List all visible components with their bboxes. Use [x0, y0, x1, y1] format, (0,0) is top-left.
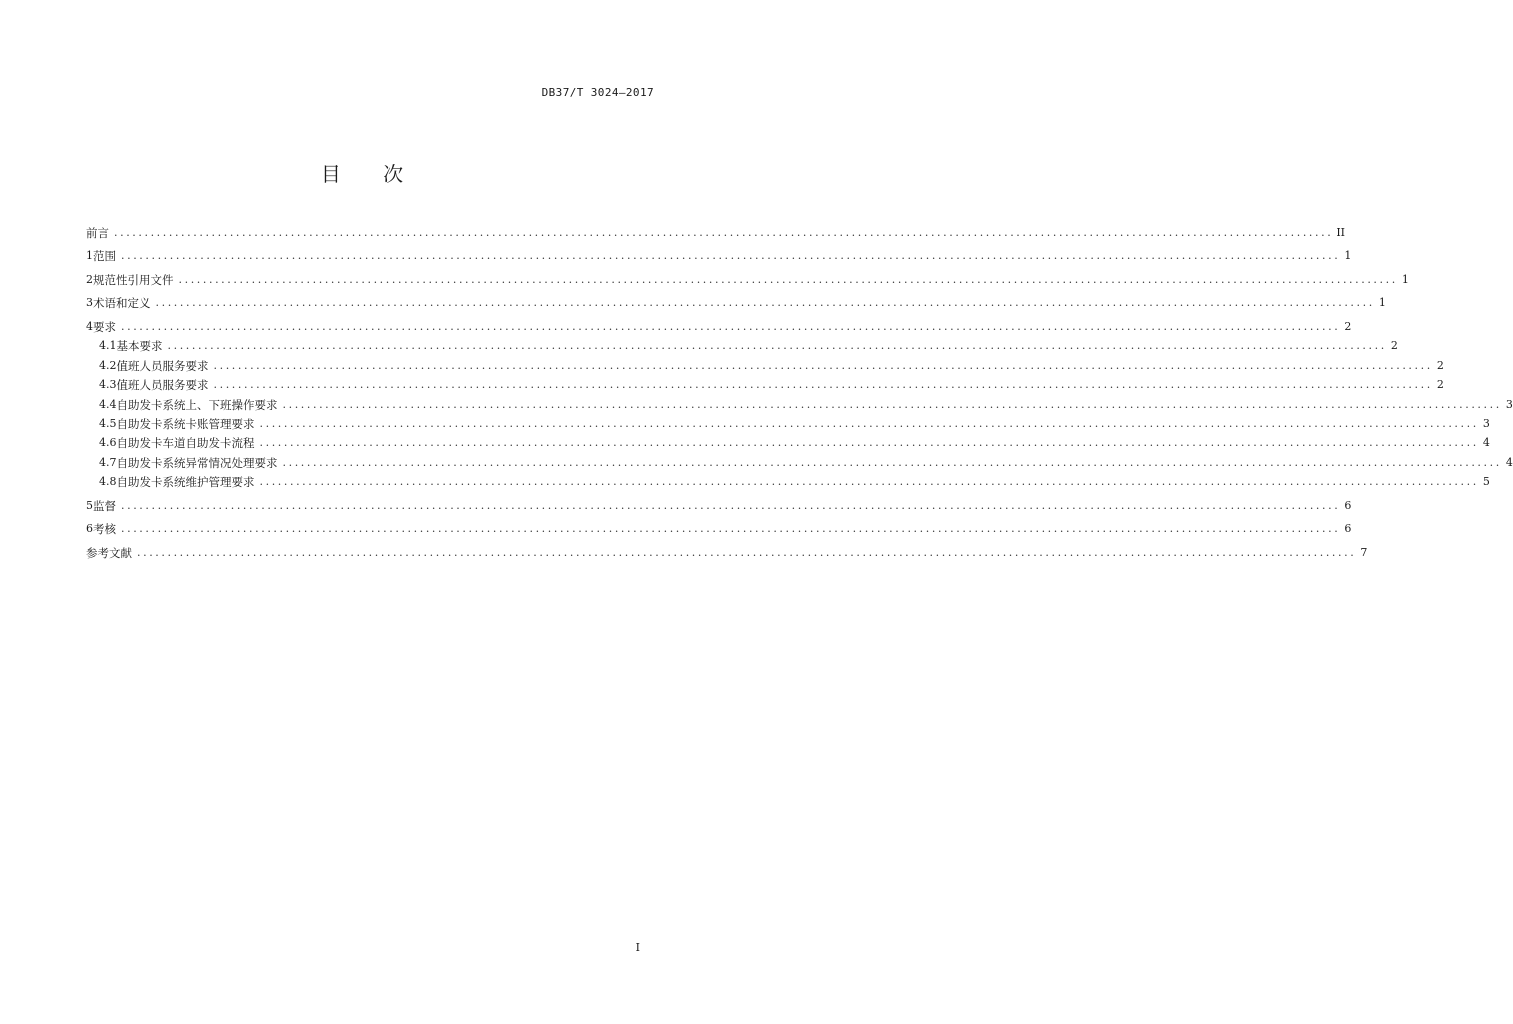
toc-entry-page: 2	[1436, 358, 1444, 372]
toc-entry[interactable]	[86, 536, 1368, 560]
toc-leader-dots: ........................................................................................................................................................................................................	[121, 498, 1341, 512]
toc-leader-dots: ........................................................................................................................................................................................................	[259, 475, 1479, 489]
toc-entry-page: 1	[1344, 249, 1352, 263]
toc-leader-dots: ........................................................................................................................................................................................................	[259, 436, 1479, 450]
toc-entry-number: 5	[86, 498, 93, 512]
toc-entry[interactable]	[86, 373, 1444, 393]
toc-entry-label: 自助发卡系统维护管理要求	[116, 475, 255, 490]
page-number: I	[635, 941, 640, 954]
toc-entry[interactable]	[86, 263, 1409, 287]
toc-entry-page: 2	[1390, 339, 1398, 353]
toc-leader-dots: ........................................................................................................................................................................................................	[282, 455, 1502, 469]
toc-entry-number: 6	[86, 522, 93, 536]
toc-entry[interactable]	[86, 240, 1352, 264]
toc-entry-label: 规范性引用文件	[93, 272, 174, 287]
toc-entry-page: 2	[1436, 378, 1444, 392]
toc-leader-dots: ........................................................................................................................................................................................................	[178, 272, 1398, 286]
toc-entry-number: 4.2	[99, 358, 117, 372]
toc-entry[interactable]	[86, 470, 1490, 490]
toc-entry-label: 自助发卡系统异常情况处理要求	[116, 455, 278, 470]
toc-entry-label: 要求	[93, 319, 116, 334]
toc-leader-dots: ........................................................................................................................................................................................................	[121, 249, 1341, 263]
toc-entry-page: 4	[1482, 436, 1490, 450]
toc-entry[interactable]	[86, 310, 1352, 334]
toc-entry-number: 4	[86, 319, 93, 333]
toc-entry[interactable]	[86, 392, 1513, 412]
toc-entry[interactable]	[86, 334, 1398, 354]
toc-leader-dots: ........................................................................................................................................................................................................	[121, 319, 1341, 333]
toc-entry-label: 范围	[93, 249, 116, 264]
toc-entry-number: 4.3	[99, 378, 117, 392]
toc-entry-number: 4.5	[99, 416, 117, 430]
toc-entry-label: 值班人员服务要求	[116, 358, 209, 373]
toc-entry-number: 4.8	[99, 475, 117, 489]
toc-leader-dots: ........................................................................................................................................................................................................	[213, 358, 1433, 372]
toc-entry-number: 4.4	[99, 397, 117, 411]
toc-leader-dots: ........................................................................................................................................................................................................	[137, 545, 1357, 559]
toc-entry-page: 2	[1344, 319, 1352, 333]
toc-entry-number: 2	[86, 272, 93, 286]
toc-entry[interactable]	[86, 353, 1444, 373]
toc-entry-label: 基本要求	[116, 339, 163, 354]
toc-entry[interactable]	[86, 216, 1346, 240]
toc-entry-page: 3	[1505, 397, 1513, 411]
toc-entry-label: 自助发卡系统卡账管理要求	[116, 416, 255, 431]
toc-entry-page: 6	[1344, 498, 1352, 512]
toc-entry-page: 1	[1401, 272, 1409, 286]
toc-entry-number: 4.6	[99, 436, 117, 450]
toc-entry-label: 监督	[93, 498, 116, 513]
page-title: 目 次	[320, 162, 422, 186]
toc-entry-page: II	[1336, 225, 1346, 239]
toc-entry[interactable]	[86, 489, 1352, 513]
toc-entry-page: 4	[1505, 455, 1513, 469]
toc-entry-number: 4.7	[99, 455, 117, 469]
toc-entry-label: 值班人员服务要求	[116, 378, 209, 393]
toc-entry[interactable]	[86, 412, 1490, 431]
toc-leader-dots: ........................................................................................................................................................................................................	[114, 225, 1334, 239]
standard-code: DB37/T 3024—2017	[541, 86, 654, 99]
toc-entry-label: 自助发卡车道自助发卡流程	[116, 436, 255, 451]
toc-entry-page: 5	[1482, 475, 1490, 489]
toc-entry-number: 1	[86, 249, 93, 263]
toc-entry-number: 3	[86, 296, 93, 310]
toc-entry-number: 4.1	[99, 339, 117, 353]
toc-entry-label: 自助发卡系统上、下班操作要求	[116, 397, 278, 412]
toc-entry[interactable]	[86, 287, 1386, 311]
toc-leader-dots: ........................................................................................................................................................................................................	[259, 416, 1479, 430]
toc-entry-page: 6	[1344, 522, 1352, 536]
toc-leader-dots: ........................................................................................................................................................................................................	[167, 339, 1387, 353]
toc-entry[interactable]	[86, 431, 1490, 451]
toc-entry[interactable]	[86, 513, 1352, 537]
toc-leader-dots: ........................................................................................................................................................................................................	[213, 378, 1433, 392]
toc-leader-dots: ........................................................................................................................................................................................................	[282, 397, 1502, 411]
table-of-contents	[86, 216, 1513, 560]
toc-entry-label: 术语和定义	[93, 296, 151, 311]
toc-entry-page: 7	[1360, 545, 1368, 559]
toc-entry-page: 1	[1378, 296, 1386, 310]
toc-entry-label: 前言	[86, 225, 109, 240]
toc-entry-label: 参考文献	[86, 545, 132, 560]
toc-entry-label: 考核	[93, 522, 116, 537]
toc-entry-page: 3	[1482, 416, 1490, 430]
toc-entry[interactable]	[86, 450, 1513, 470]
toc-leader-dots: ........................................................................................................................................................................................................	[155, 296, 1375, 310]
toc-leader-dots: ........................................................................................................................................................................................................	[121, 522, 1341, 536]
